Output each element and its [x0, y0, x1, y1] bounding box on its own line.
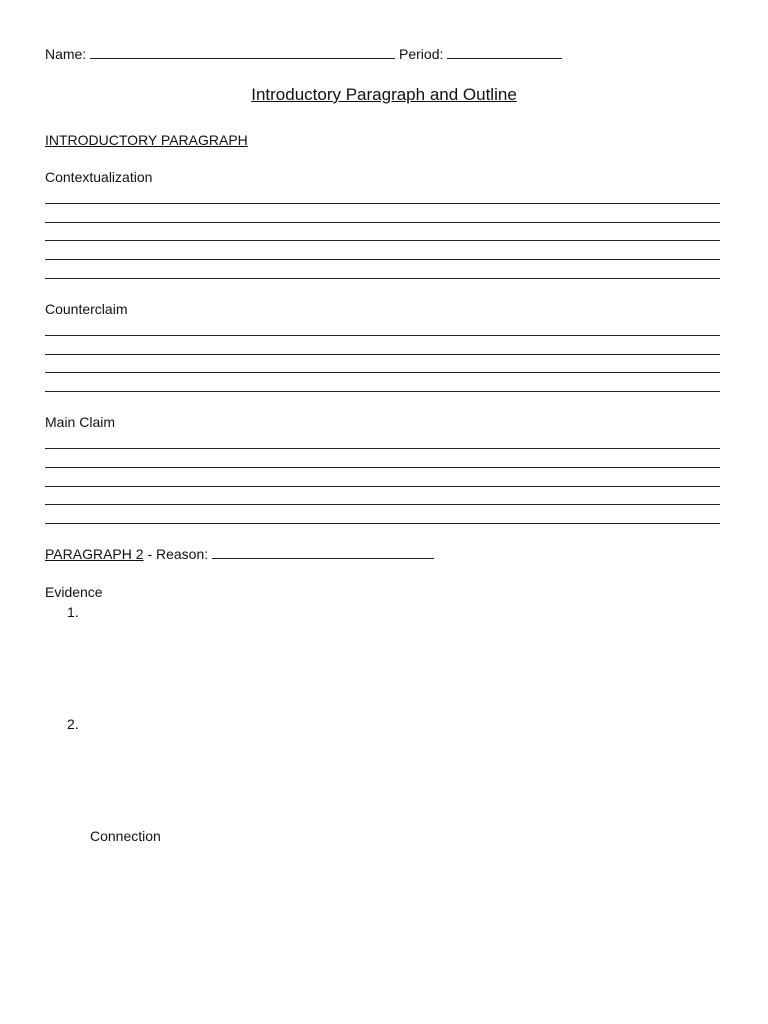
page-title: Introductory Paragraph and Outline: [251, 85, 517, 104]
period-blank[interactable]: [447, 46, 562, 59]
contextualization-line[interactable]: [45, 259, 720, 260]
main-claim-label: Main Claim: [45, 414, 116, 430]
main-claim-line[interactable]: [45, 448, 720, 449]
evidence-item-number: 1.: [67, 604, 79, 620]
contextualization-line[interactable]: [45, 222, 720, 223]
contextualization-label: Contextualization: [45, 169, 153, 185]
reason-blank[interactable]: [212, 546, 434, 559]
name-label: Name:: [45, 46, 87, 62]
counterclaim-line[interactable]: [45, 372, 720, 373]
name-line: [45, 46, 562, 62]
contextualization-line[interactable]: [45, 278, 720, 279]
connection-label: Connection: [90, 828, 161, 844]
main-claim-line[interactable]: [45, 467, 720, 468]
period-label: Period:: [399, 46, 444, 62]
main-claim-line[interactable]: [45, 504, 720, 505]
main-claim-line[interactable]: [45, 523, 720, 524]
paragraph2-heading-line: [45, 546, 434, 562]
main-claim-line[interactable]: [45, 486, 720, 487]
contextualization-line[interactable]: [45, 240, 720, 241]
paragraph2-heading: PARAGRAPH 2: [45, 546, 144, 562]
counterclaim-line[interactable]: [45, 335, 720, 336]
evidence-label: Evidence: [45, 584, 103, 600]
evidence-item-number: 2.: [67, 716, 79, 732]
counterclaim-label: Counterclaim: [45, 301, 128, 317]
name-blank[interactable]: [90, 46, 395, 59]
counterclaim-line[interactable]: [45, 391, 720, 392]
counterclaim-line[interactable]: [45, 354, 720, 355]
contextualization-line[interactable]: [45, 203, 720, 204]
reason-label: - Reason:: [147, 546, 209, 562]
intro-heading: INTRODUCTORY PARAGRAPH: [45, 132, 248, 148]
